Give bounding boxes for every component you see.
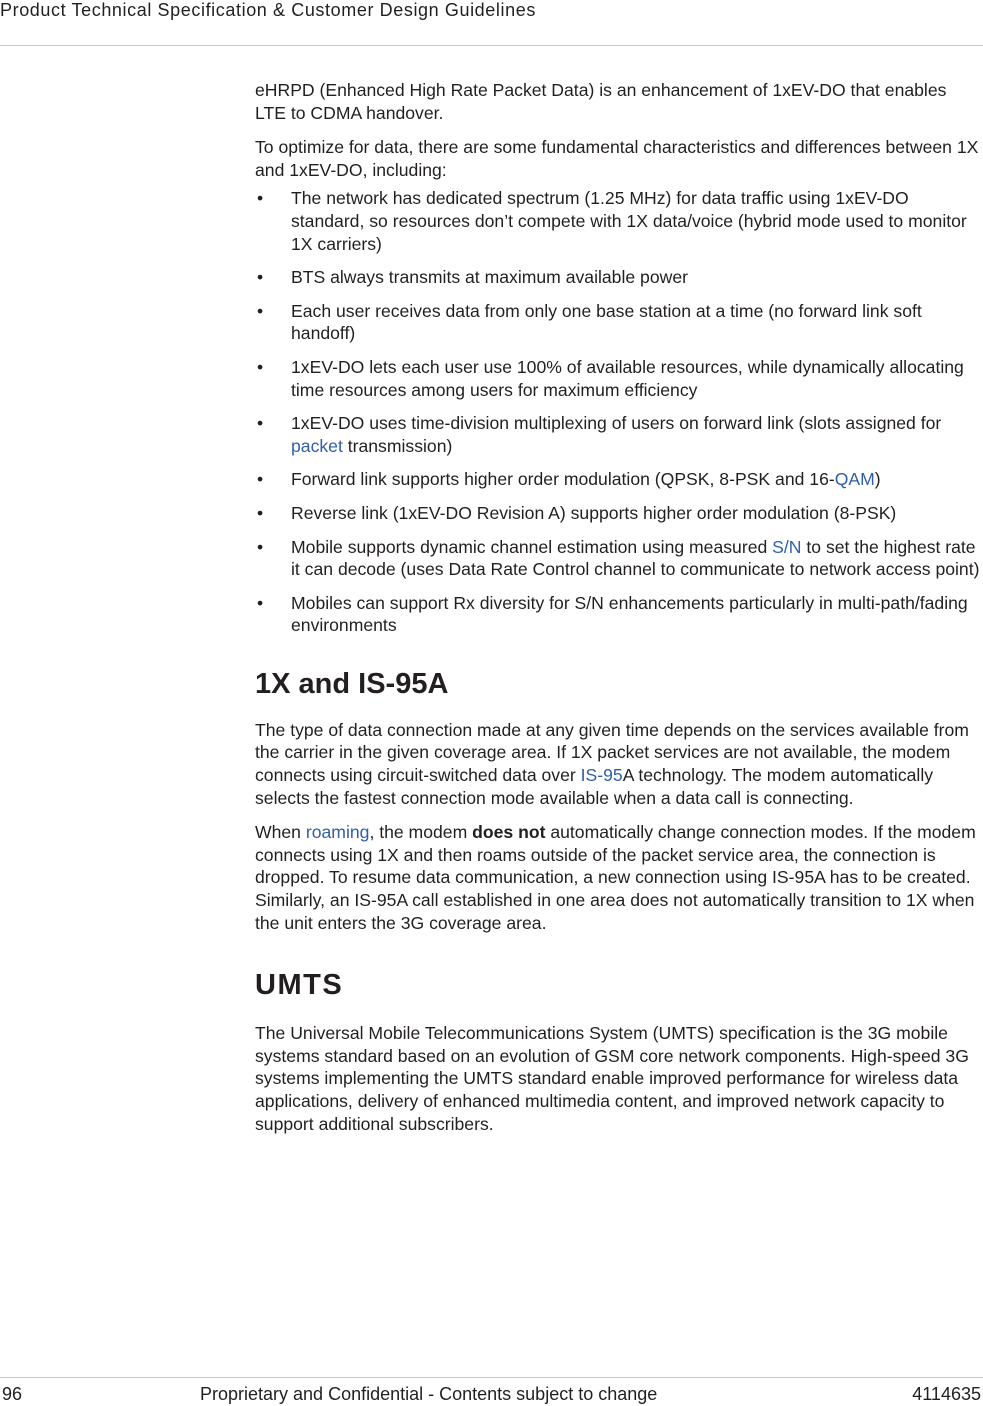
list-item: • 1xEV-DO uses time-division multiplexing of users on forward link (slots assigned for packet transmission) — [257, 413, 942, 456]
roaming-link[interactable]: roaming — [305, 822, 370, 843]
main-content — [255, 79, 981, 1147]
intro-paragraph-2: To optimize for data, there are some fundamental characteristics and differences between 1X and 1xEV-DO, including: — [255, 137, 979, 180]
emphasis-does-not: does not — [472, 822, 546, 843]
document-number: 4114635 — [912, 1384, 981, 1404]
list-item: • BTS always transmits at maximum available power — [257, 267, 688, 288]
section-umts-paragraph-1: The Universal Mobile Telecommunications System (UMTS) specification is the 3G mobile systems standard based on an evolution of GSM core network components. High-speed 3G systems implementing the UMTS standard enable improved performance for wireless data applications, delivery of enhanced multimedia content, and improved network capacity to support additional subscribers. — [255, 1023, 969, 1134]
list-item: • Mobiles can support Rx diversity for S/N enhancements particularly in multi-path/fading environments — [257, 592, 968, 636]
bullet-icon: • — [257, 502, 264, 523]
bullet-icon: • — [257, 356, 264, 377]
bullet-icon: • — [257, 536, 264, 557]
list-item: • 1xEV-DO lets each user use 100% of available resources, while dynamically allocating time resources among users for maximum efficiency — [257, 356, 964, 400]
page-header-title: Product Technical Specification & Customer Design Guidelines — [0, 0, 536, 20]
qam-link[interactable]: QAM — [834, 469, 875, 490]
bullet-icon: • — [257, 300, 264, 321]
list-item: • Each user receives data from only one base station at a time (no forward link soft handoff) — [257, 300, 922, 344]
list-item: • Mobile supports dynamic channel estimation using measured S/N to set the highest rate it can decode (uses Data Rate Control channel to communicate to network access point) — [257, 536, 980, 580]
is95-link[interactable]: IS-95 — [580, 765, 623, 786]
packet-link[interactable]: packet — [291, 435, 343, 456]
list-item: • Forward link supports higher order modulation (QPSK, 8-PSK and 16-QAM) — [257, 469, 881, 490]
header-divider — [0, 45, 983, 46]
section-heading-1x-is95a: 1X and IS-95A — [255, 667, 449, 700]
bullet-icon: • — [257, 469, 264, 490]
sn-link[interactable]: S/N — [772, 536, 802, 557]
footer-confidential-notice: Proprietary and Confidential - Contents subject to change — [200, 1384, 658, 1404]
bullet-icon: • — [257, 413, 264, 434]
bullet-icon: • — [257, 267, 264, 288]
section-heading-umts: UMTS — [255, 969, 344, 1002]
list-item: • The network has dedicated spectrum (1.25 MHz) for data traffic using 1xEV-DO standard, so resources don’t compete with 1X data/voice (hybrid mode used to monitor 1X carriers) — [257, 188, 967, 254]
bullet-icon: • — [257, 188, 264, 209]
page-number: 96 — [2, 1384, 23, 1404]
intro-paragraph-1: eHRPD (Enhanced High Rate Packet Data) is an enhancement of 1xEV-DO that enables LTE to CDMA handover. — [255, 80, 947, 123]
characteristics-list — [255, 187, 981, 637]
list-item: • Reverse link (1xEV-DO Revision A) supports higher order modulation (8-PSK) — [257, 502, 897, 523]
footer-divider — [0, 1377, 983, 1378]
bullet-icon: • — [257, 592, 264, 613]
section-1x-paragraph-1: The type of data connection made at any given time depends on the services available from the carrier in the given coverage area. If 1X packet services are not available, the modem connects using circuit-switched data over IS-95A technology. The modem automatically selects the fastest connection mode available when a data call is connecting. — [255, 719, 969, 808]
section-1x-paragraph-2: When roaming, the modem does not automatically change connection modes. If the modem connects using 1X and then roams outside of the packet service area, the connection is dropped. To resume data communication, a new connection using IS-95A has to be created. Similarly, an IS-95A call established in one area does not automatically transition to 1X when the unit enters the 3G coverage area. — [255, 822, 976, 933]
